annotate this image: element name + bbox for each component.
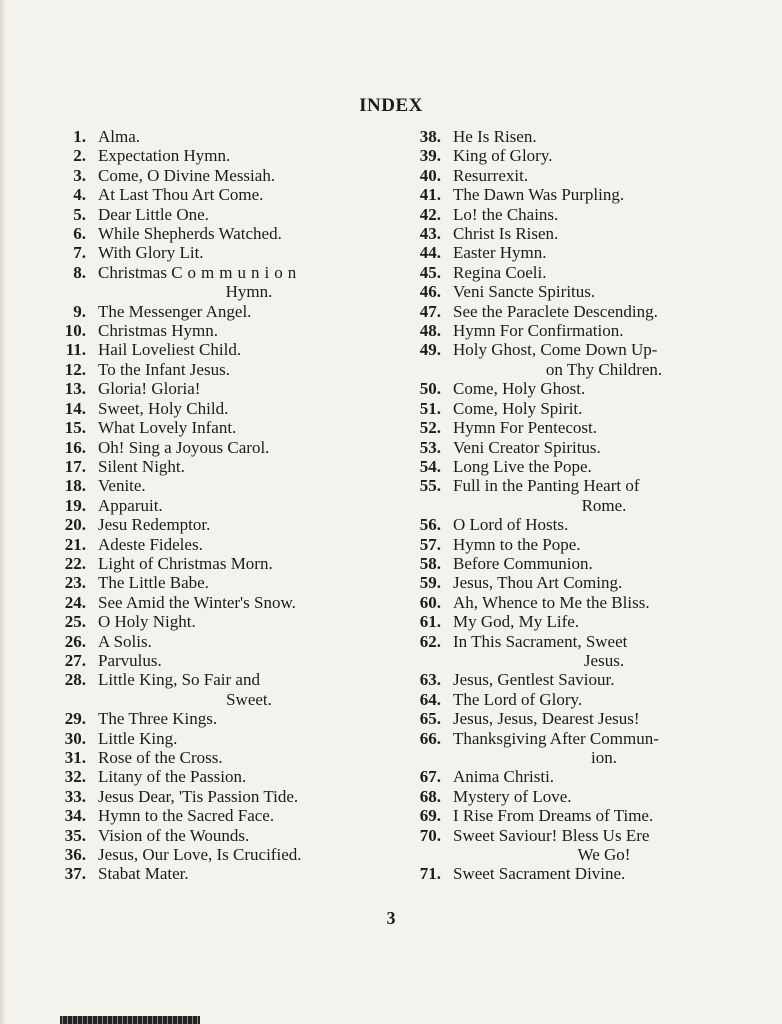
index-entry — [395, 787, 735, 806]
entry-title-line: Vision of the Wounds. — [98, 825, 250, 845]
entry-title — [453, 554, 735, 573]
entry-number: 24. — [64, 592, 86, 612]
entry-number: 10. — [64, 321, 86, 341]
entry-title-line: Hymn to the Sacred Face. — [98, 806, 275, 826]
entry-title — [453, 166, 735, 185]
index-entry — [40, 399, 380, 418]
entry-title-line: Thanksgiving After Commun- — [453, 728, 659, 748]
entry-number: 3. — [73, 165, 86, 185]
index-entry — [395, 321, 735, 340]
index-entry — [40, 146, 380, 165]
index-entry — [395, 535, 735, 554]
entry-number: 37. — [64, 864, 86, 884]
entry-title-line: Anima Christi. — [453, 767, 555, 787]
entry-title-line: The Messenger Angel. — [98, 301, 252, 321]
index-entry — [40, 845, 380, 864]
entry-number: 8. — [73, 262, 86, 282]
entry-title-line: Sweet Saviour! Bless Us Ere — [453, 825, 650, 845]
entry-title — [98, 612, 380, 631]
entry-title — [98, 593, 380, 612]
entry-title-line: Rose of the Cross. — [98, 748, 223, 767]
entry-title-line: See the Paraclete Descending. — [453, 301, 658, 321]
entry-number: 20. — [64, 515, 86, 535]
entry-number: 70. — [419, 825, 441, 845]
entry-number: 17. — [64, 456, 86, 476]
page-title: INDEX — [359, 95, 423, 116]
index-entry — [40, 573, 380, 592]
entry-title — [453, 767, 735, 786]
entry-title-line: Expectation Hymn. — [98, 146, 231, 166]
index-entry — [40, 767, 380, 786]
entry-title-line: Veni Sancte Spiritus. — [453, 282, 596, 302]
entry-title-line: Little King. — [98, 728, 178, 748]
index-entry — [395, 826, 735, 865]
entry-number: 36. — [64, 845, 86, 865]
entry-title-line: Little King, So Fair and — [98, 670, 260, 690]
index-entry — [395, 185, 735, 204]
index-entry — [40, 476, 380, 495]
entry-number: 69. — [419, 806, 441, 826]
entry-number: 56. — [419, 515, 441, 535]
index-entry — [40, 670, 380, 709]
entry-number: 61. — [419, 612, 441, 632]
entry-title — [98, 302, 380, 321]
index-entry — [40, 496, 380, 515]
entry-number: 16. — [64, 437, 86, 457]
index-entry — [40, 535, 380, 554]
entry-title — [98, 476, 380, 495]
entry-title — [453, 418, 735, 437]
entry-number: 33. — [64, 786, 86, 806]
index-entry — [395, 438, 735, 457]
entry-title-line: Hymn For Pentecost. — [453, 418, 598, 438]
entry-number: 68. — [419, 786, 441, 806]
index-entry — [40, 127, 380, 146]
index-entry — [40, 205, 380, 224]
entry-title — [453, 302, 735, 321]
entry-title — [98, 670, 380, 709]
index-entry — [395, 670, 735, 689]
index-entry — [40, 729, 380, 748]
entry-number: 7. — [73, 243, 86, 263]
index-entry — [395, 263, 735, 282]
entry-number: 40. — [419, 165, 441, 185]
entry-title — [453, 146, 735, 165]
entry-title — [453, 399, 735, 418]
entry-title — [98, 554, 380, 573]
entry-title-line: With Glory Lit. — [98, 243, 204, 263]
entry-number: 4. — [73, 185, 86, 205]
index-entry — [40, 321, 380, 340]
entry-title-line: He Is Risen. — [453, 127, 537, 146]
entry-title-line: While Shepherds Watched. — [98, 224, 282, 244]
entry-title-line: Long Live the Pope. — [453, 456, 592, 476]
index-entry — [40, 554, 380, 573]
entry-title-line: Before Communion. — [453, 553, 593, 573]
entry-number: 59. — [419, 573, 441, 593]
entry-title-line: The Three Kings. — [98, 709, 218, 729]
entry-title — [98, 573, 380, 592]
entry-title-line: Veni Creator Spiritus. — [453, 437, 601, 457]
entry-number: 52. — [419, 418, 441, 438]
entry-title-line: Holy Ghost, Come Down Up- — [453, 340, 658, 360]
index-entry — [395, 476, 735, 515]
index-entry — [40, 593, 380, 612]
entry-title-line: Jesus, Gentlest Saviour. — [453, 670, 615, 690]
index-entry — [395, 593, 735, 612]
entry-title-line: At Last Thou Art Come. — [98, 185, 264, 205]
entry-number: 11. — [65, 340, 86, 360]
entry-title — [453, 438, 735, 457]
entry-title-line: Jesus, Thou Art Coming. — [453, 573, 623, 593]
entry-title-line: Silent Night. — [98, 456, 185, 476]
entry-number: 67. — [419, 767, 441, 787]
entry-title — [98, 399, 380, 418]
entry-number: 62. — [419, 631, 441, 651]
entry-title — [98, 340, 380, 359]
entry-title — [98, 166, 380, 185]
entry-title — [453, 787, 735, 806]
entry-number: 35. — [64, 825, 86, 845]
entry-number: 30. — [64, 728, 86, 748]
entry-title — [453, 476, 735, 515]
entry-title — [453, 127, 735, 146]
entry-title — [98, 457, 380, 476]
index-entry — [40, 806, 380, 825]
entry-title — [98, 224, 380, 243]
entry-title-line: The Little Babe. — [98, 573, 209, 593]
index-entry — [40, 379, 380, 398]
entry-title-line: Oh! Sing a Joyous Carol. — [98, 437, 270, 457]
index-entry — [395, 729, 735, 768]
entry-title — [453, 593, 735, 612]
entry-title — [453, 690, 735, 709]
entry-title — [98, 379, 380, 398]
index-entry — [40, 243, 380, 262]
entry-number: 71. — [419, 864, 441, 884]
entry-title — [453, 632, 735, 671]
index-entry — [395, 340, 735, 379]
entry-title — [453, 826, 735, 865]
entry-number: 57. — [419, 534, 441, 554]
entry-title-line: King of Glory. — [453, 146, 553, 166]
index-right-column — [395, 127, 735, 884]
entry-title — [453, 224, 735, 243]
entry-title — [98, 263, 380, 302]
entry-number: 34. — [64, 806, 86, 826]
entry-title — [98, 418, 380, 437]
entry-title-line: Jesus Dear, 'Tis Passion Tide. — [98, 786, 299, 806]
entry-number: 14. — [64, 398, 86, 418]
entry-title-continuation: ion. — [591, 748, 617, 767]
entry-number: 23. — [64, 573, 86, 593]
index-entry — [395, 554, 735, 573]
entry-title-continuation: We Go! — [577, 845, 631, 865]
scan-barcode-mark — [60, 1016, 200, 1024]
entry-title-line: The Dawn Was Purpling. — [453, 185, 625, 205]
entry-title-line: Ah, Whence to Me the Bliss. — [453, 592, 650, 612]
index-entry — [395, 632, 735, 671]
entry-title-line: Stabat Mater. — [98, 864, 189, 884]
entry-title — [98, 632, 380, 651]
entry-title-line: In This Sacrament, Sweet — [453, 631, 628, 651]
entry-title — [453, 729, 735, 768]
entry-title-line: O Lord of Hosts. — [453, 515, 569, 535]
entry-title — [453, 185, 735, 204]
entry-number: 22. — [64, 553, 86, 573]
entry-title — [98, 806, 380, 825]
index-entry — [40, 457, 380, 476]
entry-title-line: Jesu Redemptor. — [98, 515, 211, 535]
entry-title — [98, 438, 380, 457]
index-entry — [395, 127, 735, 146]
entry-number: 47. — [419, 301, 441, 321]
entry-number: 13. — [64, 379, 86, 399]
entry-number: 31. — [64, 748, 86, 767]
entry-number: 44. — [419, 243, 441, 263]
entry-title-line: Come, O Divine Messiah. — [98, 165, 276, 185]
index-entry — [40, 612, 380, 631]
entry-title-line: Hail Loveliest Child. — [98, 340, 242, 360]
entry-title-line: O Holy Night. — [98, 612, 196, 632]
entry-title-line: Parvulus. — [98, 650, 162, 670]
entry-title — [453, 379, 735, 398]
entry-title — [453, 243, 735, 262]
entry-number: 26. — [64, 631, 86, 651]
entry-title — [98, 515, 380, 534]
entry-title — [98, 535, 380, 554]
entry-number: 53. — [419, 437, 441, 457]
entry-title — [98, 205, 380, 224]
index-entry — [395, 379, 735, 398]
index-entry — [40, 787, 380, 806]
entry-title — [453, 670, 735, 689]
entry-title — [453, 205, 735, 224]
entry-title-continuation: Hymn. — [225, 282, 273, 302]
entry-number: 38. — [419, 127, 441, 146]
entry-number: 6. — [73, 224, 86, 244]
entry-title-line: Sweet Sacrament Divine. — [453, 864, 626, 884]
index-entry — [40, 651, 380, 670]
entry-title — [98, 826, 380, 845]
entry-number: 46. — [419, 282, 441, 302]
entry-number: 41. — [419, 185, 441, 205]
entry-title — [453, 806, 735, 825]
entry-title-line: Jesus, Our Love, Is Crucified. — [98, 845, 302, 865]
entry-number: 15. — [64, 418, 86, 438]
entry-number: 45. — [419, 262, 441, 282]
entry-title — [453, 282, 735, 301]
entry-title-line: What Lovely Infant. — [98, 418, 237, 438]
entry-title-line: Apparuit. — [98, 495, 163, 515]
index-entry — [395, 282, 735, 301]
index-entry — [40, 632, 380, 651]
entry-number: 42. — [419, 204, 441, 224]
index-entry — [395, 224, 735, 243]
entry-title-line: Hymn For Confirmation. — [453, 321, 624, 341]
entry-title-continuation: Rome. — [581, 495, 627, 515]
entry-title-line: Resurrexit. — [453, 165, 529, 185]
entry-title-line: Easter Hymn. — [453, 243, 547, 263]
entry-title — [453, 612, 735, 631]
index-entry — [395, 146, 735, 165]
entry-number: 55. — [419, 476, 441, 496]
entry-number: 1. — [73, 127, 86, 146]
index-entry — [40, 263, 380, 302]
entry-number: 49. — [419, 340, 441, 360]
index-entry — [40, 709, 380, 728]
entry-title-line: Sweet, Holy Child. — [98, 398, 229, 418]
entry-number: 21. — [64, 534, 86, 554]
entry-title-line: See Amid the Winter's Snow. — [98, 592, 296, 612]
page-edge-shadow — [0, 0, 6, 1024]
entry-title-line: My God, My Life. — [453, 612, 580, 632]
entry-title-line: Christmas Hymn. — [98, 321, 218, 341]
entry-title-line: Dear Little One. — [98, 204, 209, 224]
entry-number: 28. — [64, 670, 86, 690]
index-entry — [40, 515, 380, 534]
entry-title — [453, 457, 735, 476]
entry-number: 43. — [419, 224, 441, 244]
entry-number: 66. — [419, 728, 441, 748]
index-entry — [40, 864, 380, 883]
entry-title — [453, 340, 735, 379]
entry-number: 2. — [73, 146, 86, 166]
index-entry — [395, 690, 735, 709]
entry-number: 60. — [419, 592, 441, 612]
entry-title — [98, 748, 380, 767]
entry-title-line: Light of Christmas Morn. — [98, 553, 273, 573]
entry-title-line: Hymn to the Pope. — [453, 534, 581, 554]
index-entry — [395, 767, 735, 786]
entry-title — [98, 864, 380, 883]
index-entry — [395, 515, 735, 534]
entry-title — [453, 515, 735, 534]
entry-number: 19. — [64, 495, 86, 515]
index-entry — [40, 826, 380, 845]
entry-title-line: Alma. — [98, 127, 141, 146]
entry-number: 9. — [73, 301, 86, 321]
entry-number: 50. — [419, 379, 441, 399]
entry-number: 32. — [64, 767, 86, 787]
index-entry — [40, 438, 380, 457]
entry-title — [98, 787, 380, 806]
index-entry — [395, 612, 735, 631]
entry-title — [98, 496, 380, 515]
entry-title-line: Full in the Panting Heart of — [453, 476, 640, 496]
entry-title-line: Come, Holy Spirit. — [453, 398, 583, 418]
entry-title-line: Litany of the Passion. — [98, 767, 247, 787]
entry-number: 39. — [419, 146, 441, 166]
entry-number: 18. — [64, 476, 86, 496]
entry-title — [98, 767, 380, 786]
entry-title-line: A Solis. — [98, 631, 152, 651]
entry-title — [98, 729, 380, 748]
entry-number: 25. — [64, 612, 86, 632]
entry-title-continuation: on Thy Children. — [545, 359, 663, 379]
entry-title — [98, 127, 380, 146]
index-entry — [395, 418, 735, 437]
entry-title-line: Lo! the Chains. — [453, 204, 559, 224]
entry-number: 54. — [419, 456, 441, 476]
entry-title — [98, 360, 380, 379]
entry-title-line: Regina Coeli. — [453, 262, 547, 282]
entry-title-continuation: Jesus. — [583, 650, 625, 670]
index-entry — [40, 748, 380, 767]
index-entry — [40, 166, 380, 185]
entry-title-line: Jesus, Jesus, Dearest Jesus! — [453, 709, 640, 729]
page-number: 3 — [386, 908, 396, 928]
index-entry — [395, 205, 735, 224]
entry-number: 58. — [419, 553, 441, 573]
entry-number: 29. — [64, 709, 86, 729]
index-entry — [40, 185, 380, 204]
index-entry — [395, 457, 735, 476]
entry-title-line: Mystery of Love. — [453, 786, 572, 806]
entry-title — [98, 321, 380, 340]
entry-title — [453, 321, 735, 340]
index-entry — [40, 340, 380, 359]
index-entry — [40, 418, 380, 437]
entry-title — [453, 864, 735, 883]
index-entry — [395, 302, 735, 321]
entry-title — [453, 573, 735, 592]
entry-title — [453, 263, 735, 282]
entry-title — [98, 146, 380, 165]
entry-title — [453, 535, 735, 554]
index-entry — [40, 224, 380, 243]
index-entry — [395, 166, 735, 185]
entry-number: 5. — [73, 204, 86, 224]
index-entry — [40, 360, 380, 379]
entry-title-line: Christ Is Risen. — [453, 224, 559, 244]
entry-number: 64. — [419, 689, 441, 709]
entry-title-line: Christmas Communion — [98, 262, 302, 282]
entry-number: 65. — [419, 709, 441, 729]
entry-title — [98, 243, 380, 262]
spaced-word: Communion — [171, 262, 302, 282]
index-entry — [395, 243, 735, 262]
entry-title-line: Gloria! Gloria! — [98, 379, 201, 399]
index-entry — [40, 302, 380, 321]
entry-number: 27. — [64, 650, 86, 670]
entry-number: 48. — [419, 321, 441, 341]
entry-title — [98, 185, 380, 204]
entry-number: 63. — [419, 670, 441, 690]
index-entry — [395, 806, 735, 825]
entry-title-line: To the Infant Jesus. — [98, 359, 230, 379]
entry-title-line: Venite. — [98, 476, 146, 496]
entry-title — [98, 845, 380, 864]
index-left-column — [40, 127, 380, 884]
index-entry — [395, 709, 735, 728]
entry-title-line: Come, Holy Ghost. — [453, 379, 586, 399]
entry-title — [98, 709, 380, 728]
index-entry — [395, 399, 735, 418]
entry-title-continuation: Sweet. — [226, 689, 272, 709]
index-entry — [395, 573, 735, 592]
index-entry — [395, 864, 735, 883]
entry-title-line: Adeste Fideles. — [98, 534, 203, 554]
entry-number: 12. — [64, 359, 86, 379]
entry-title — [453, 709, 735, 728]
entry-number: 51. — [419, 398, 441, 418]
entry-title-line: The Lord of Glory. — [453, 689, 583, 709]
entry-title — [98, 651, 380, 670]
entry-title-line: I Rise From Dreams of Time. — [453, 806, 654, 826]
